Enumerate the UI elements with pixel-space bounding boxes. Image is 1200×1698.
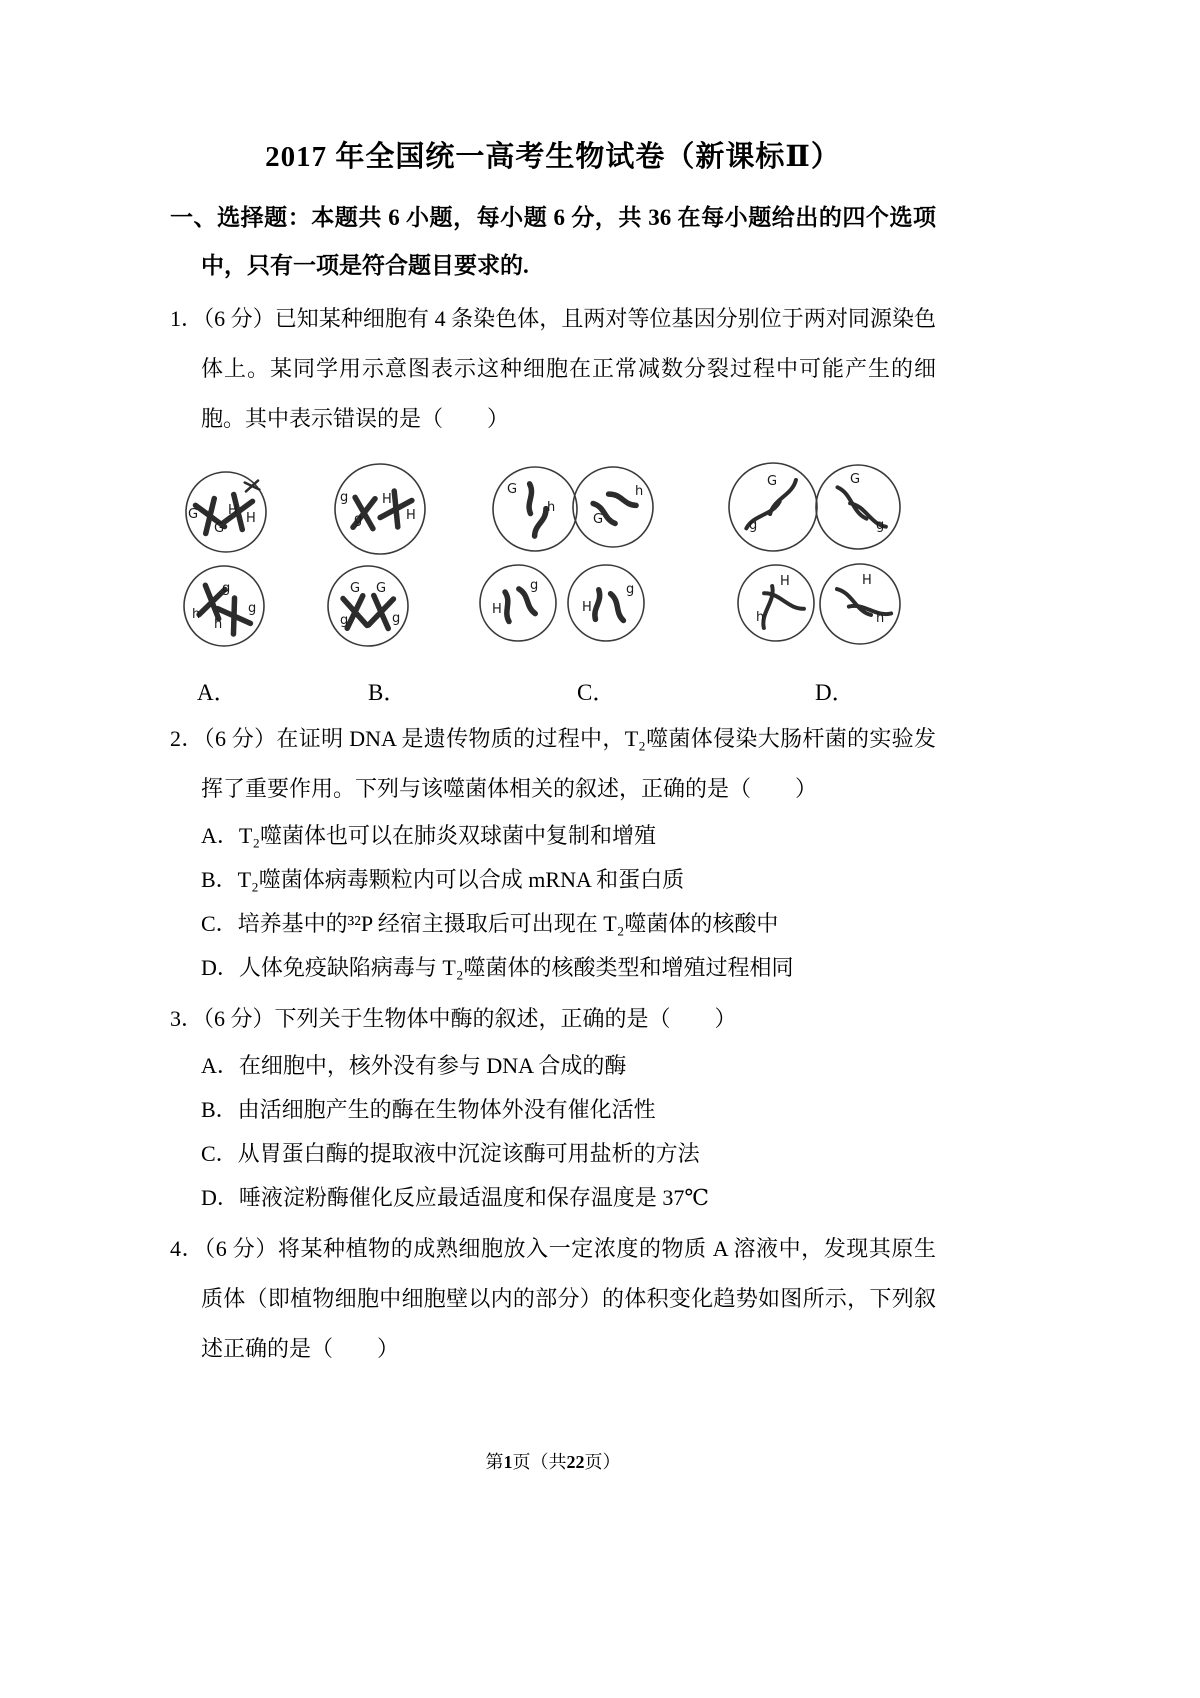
- svg-text:h: h: [756, 610, 765, 625]
- page-footer: [170, 1448, 936, 1474]
- svg-text:g: g: [876, 518, 885, 533]
- svg-text:h: h: [876, 611, 885, 626]
- question-3-options: [201, 1044, 936, 1220]
- svg-text:H: H: [862, 573, 872, 588]
- question-1-choice-labels: [180, 674, 936, 710]
- question-3-option-a: A．在细胞中，核外没有参与 DNA 合成的酶: [201, 1053, 627, 1078]
- svg-text:g: g: [340, 613, 349, 628]
- svg-text:g: g: [248, 601, 257, 616]
- svg-text:G: G: [376, 581, 387, 596]
- question-1-stem: 1．（6 分）已知某种细胞有 4 条染色体，且两对等位基因分别位于两对同源染色体上。某同学用示意图表示这种细胞在正常减数分裂过程中可能产生的细胞。其中表示错误的是（ ）: [170, 306, 936, 431]
- svg-text:H: H: [780, 574, 790, 589]
- question-2-options: [201, 814, 936, 990]
- footer-total-pages: 22: [566, 1452, 585, 1472]
- question-3-option-c: C．从胃蛋白酶的提取液中沉淀该酶可用盐析的方法: [201, 1141, 700, 1166]
- choice-label-a: A．: [197, 680, 237, 705]
- svg-text:H: H: [582, 600, 592, 615]
- svg-text:H: H: [406, 508, 416, 523]
- footer-text-post: 页）: [584, 1452, 621, 1472]
- question-2-option-a: A．T₂噬菌体也可以在肺炎双球菌中复制和增殖: [201, 823, 656, 848]
- question-3-option-d: D．唾液淀粉酶催化反应最适温度和保存温度是 37℃: [201, 1185, 709, 1210]
- choice-label-b: B．: [368, 680, 407, 705]
- svg-text:g: g: [530, 578, 539, 593]
- choice-label-d: D．: [815, 680, 855, 705]
- footer-page-number: 1: [503, 1452, 513, 1472]
- question-3-option-b: B．由活细胞产生的酶在生物体外没有催化活性: [201, 1097, 656, 1122]
- svg-text:G: G: [188, 507, 199, 522]
- choice-label-c: C．: [577, 680, 616, 705]
- footer-text-pre: 第: [485, 1452, 504, 1472]
- svg-text:h: h: [192, 607, 201, 622]
- question-2-option-b: B．T₂噬菌体病毒颗粒内可以合成 mRNA 和蛋白质: [201, 867, 685, 892]
- svg-text:h: h: [635, 484, 644, 499]
- question-2-stem: 2．（6 分）在证明 DNA 是遗传物质的过程中，T₂噬菌体侵染大肠杆菌的实验发挥了重要作用。下列与该噬菌体相关的叙述，正确的是（ ）: [170, 726, 936, 801]
- svg-text:H: H: [382, 492, 392, 507]
- page-content: [170, 138, 936, 1374]
- svg-text:h: h: [547, 500, 556, 515]
- svg-text:g: g: [626, 582, 635, 597]
- svg-text:G: G: [214, 521, 225, 536]
- svg-text:G: G: [767, 474, 778, 489]
- meiosis-cells-diagram: [180, 454, 910, 669]
- svg-text:H: H: [228, 503, 238, 518]
- svg-text:g: g: [354, 512, 363, 527]
- svg-text:G: G: [593, 512, 604, 527]
- svg-text:G: G: [507, 482, 518, 497]
- question-4-stem: 4．（6 分）将某种植物的成熟细胞放入一定浓度的物质 A 溶液中，发现其原生质体（即植物细胞中细胞壁以内的部分）的体积变化趋势如图所示，下列叙述正确的是（ ）: [170, 1236, 936, 1361]
- question-2-option-c: C．培养基中的³²P 经宿主摄取后可出现在 T₂噬菌体的核酸中: [201, 911, 779, 936]
- question-2-option-d: D．人体免疫缺陷病毒与 T₂噬菌体的核酸类型和增殖过程相同: [201, 955, 794, 980]
- section-header: 一、选择题：本题共 6 小题，每小题 6 分，共 36 在每小题给出的四个选项中，只有一项是符合题目要求的.: [170, 205, 936, 278]
- footer-text-mid: 页（共: [512, 1452, 567, 1472]
- svg-text:G: G: [850, 472, 861, 487]
- svg-text:g: g: [222, 581, 231, 596]
- svg-text:g: g: [392, 611, 401, 626]
- svg-text:h: h: [214, 617, 223, 632]
- question-3-stem: 3．（6 分）下列关于生物体中酶的叙述，正确的是（ ）: [170, 1006, 737, 1031]
- svg-text:H: H: [246, 511, 256, 526]
- svg-text:G: G: [350, 581, 361, 596]
- svg-text:g: g: [749, 518, 758, 533]
- question-1-figure: [180, 454, 936, 710]
- svg-text:g: g: [340, 490, 349, 505]
- page-title: 2017 年全国统一高考生物试卷（新课标Ⅱ）: [265, 141, 841, 173]
- svg-text:H: H: [492, 602, 502, 617]
